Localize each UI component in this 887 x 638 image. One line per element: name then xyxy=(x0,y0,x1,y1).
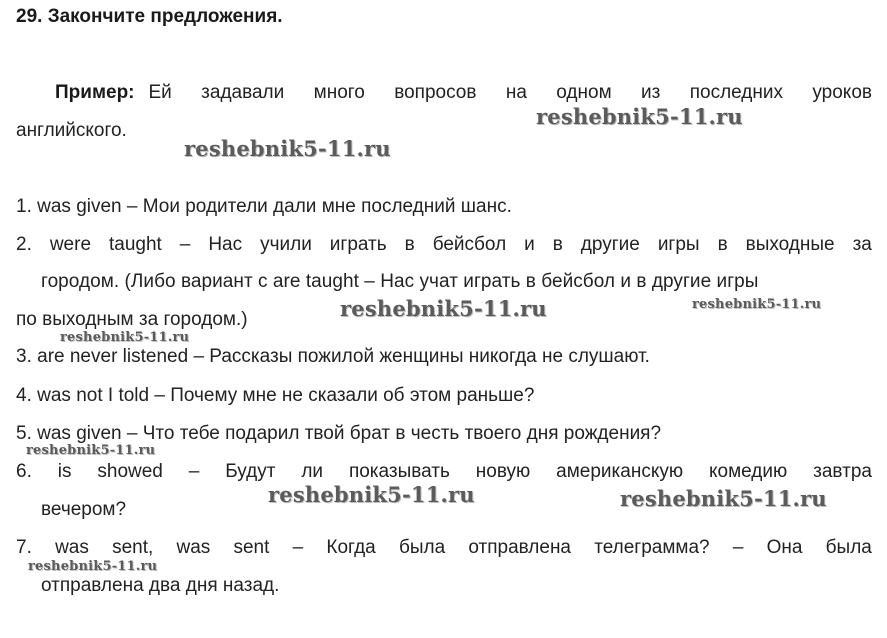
word: Будут xyxy=(225,461,276,482)
answer-item-2-line-3: по выходным за городом.) xyxy=(16,309,248,330)
watermark: reshebnik5-11.ru xyxy=(340,296,547,321)
word: новую xyxy=(475,461,531,482)
watermark: reshebnik5-11.ru xyxy=(28,559,158,574)
watermark: reshebnik5-11.ru xyxy=(26,443,156,458)
word: отправлена xyxy=(468,537,572,558)
word: 7. xyxy=(16,537,32,558)
answer-item-1: 1. was given – Мои родители дали мне последний шанс. xyxy=(16,196,512,217)
answer-item-6-line-1 xyxy=(16,461,872,483)
answer-item-5: 5. was given – Что тебе подарил твой брат в честь твоего дня рождения? xyxy=(16,423,662,444)
answer-item-7-line-1 xyxy=(16,537,872,559)
word: в xyxy=(404,234,415,255)
word: американскую xyxy=(556,461,684,482)
word: учили xyxy=(260,234,312,255)
word: телеграмма? xyxy=(594,537,710,558)
word: задавали xyxy=(201,82,285,103)
answer-item-2-line-2: городом. (Либо вариант с are taught – Нас учат играть в бейсбол и в другие игры xyxy=(41,271,759,292)
word: в xyxy=(552,234,563,255)
word: Когда xyxy=(326,537,376,558)
word: на xyxy=(505,82,527,103)
watermark: reshebnik5-11.ru xyxy=(692,297,822,312)
answer-item-4: 4. was not I told – Почему мне не сказали об этом раньше? xyxy=(16,385,535,406)
word: – xyxy=(188,461,200,482)
example-line-2: английского. xyxy=(16,120,127,141)
example-line-1 xyxy=(55,82,872,104)
word: одном xyxy=(556,82,612,103)
word: 6. xyxy=(16,461,32,482)
word: бейсбол xyxy=(432,234,507,255)
example-label: Пример: xyxy=(55,82,135,103)
word: выходные xyxy=(745,234,835,255)
watermark: reshebnik5-11.ru xyxy=(60,330,190,345)
watermark: reshebnik5-11.ru xyxy=(536,104,743,129)
word: – xyxy=(732,537,744,558)
word: – xyxy=(179,234,191,255)
word: много xyxy=(313,82,365,103)
word: 2. xyxy=(16,234,32,255)
watermark: reshebnik5-11.ru xyxy=(620,486,827,511)
word: за xyxy=(852,234,872,255)
watermark: reshebnik5-11.ru xyxy=(184,136,391,161)
word: завтра xyxy=(813,461,872,482)
word: Нас xyxy=(208,234,243,255)
word: sent, xyxy=(112,537,154,558)
word: ли xyxy=(301,461,324,482)
word: Она xyxy=(766,537,803,558)
word: комедию xyxy=(709,461,788,482)
word: Ей xyxy=(148,82,172,103)
answer-item-7-line-2: отправлена два дня назад. xyxy=(41,575,280,596)
word: и xyxy=(524,234,535,255)
word: была xyxy=(398,537,446,558)
answer-item-6-line-2: вечером? xyxy=(41,499,127,520)
word: показывать xyxy=(348,461,450,482)
word: was xyxy=(55,537,89,558)
word: – xyxy=(292,537,304,558)
answer-item-3: 3. are never listened – Рассказы пожилой женщины никогда не слушают. xyxy=(16,346,650,367)
word: showed xyxy=(97,461,163,482)
exercise-title: 29. Закончите предложения. xyxy=(16,6,283,27)
word: игры xyxy=(657,234,700,255)
word: из xyxy=(641,82,661,103)
watermark: reshebnik5-11.ru xyxy=(268,482,475,507)
word: играть xyxy=(329,234,387,255)
word: was xyxy=(176,537,211,558)
word: taught xyxy=(108,234,162,255)
example-line1-words xyxy=(149,82,873,104)
answer-item-2-line-1 xyxy=(16,234,872,256)
word: в xyxy=(717,234,728,255)
word: sent xyxy=(233,537,270,558)
word: другие xyxy=(580,234,640,255)
word: уроков xyxy=(812,82,872,103)
word: вопросов xyxy=(394,82,477,103)
word: последних xyxy=(689,82,784,103)
word: была xyxy=(825,537,872,558)
word: is xyxy=(57,461,72,482)
word: were xyxy=(49,234,92,255)
